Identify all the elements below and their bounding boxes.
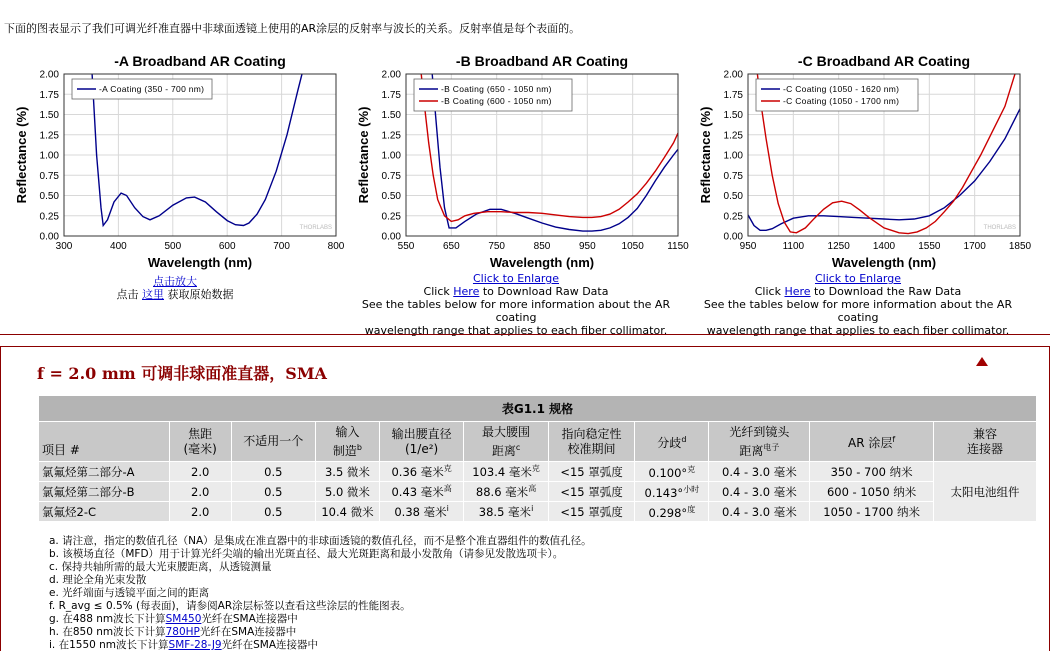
footnote-item: f. R_avg ≤ 0.5% (每表面)，请参阅AR涂层标签以查看这些涂层的性能图表。 bbox=[49, 600, 411, 612]
footnote-item: b. 该模场直径（MFD）用于计算光纤尖端的输出光斑直径、最大光斑距离和最小发散角（请参见发散选项卡）。 bbox=[49, 548, 564, 560]
x-tick-label: 750 bbox=[488, 241, 506, 252]
y-tick-label: 0.75 bbox=[381, 170, 401, 182]
table-header-cell: 项目 # bbox=[39, 422, 170, 462]
back-to-top-icon[interactable] bbox=[976, 357, 988, 366]
table-cell: 0.5 bbox=[231, 462, 315, 482]
legend-entry: -B Coating (600 - 1050 nm) bbox=[441, 96, 552, 106]
table-cell: 2.0 bbox=[169, 482, 231, 502]
table-cell: 600 - 1050 纳米 bbox=[810, 482, 934, 502]
enlarge-link-b[interactable]: Click to Enlarge bbox=[472, 272, 560, 285]
watermark: THORLABS bbox=[299, 225, 332, 231]
y-tick-label: 2.00 bbox=[381, 69, 401, 81]
download-link-b[interactable]: Here bbox=[453, 285, 480, 298]
table-cell: 氯氟烃2-C bbox=[39, 502, 170, 522]
enlarge-link-c[interactable]: Click to Enlarge bbox=[814, 272, 902, 285]
y-tick-label: 1.00 bbox=[39, 150, 59, 162]
x-axis-label: Wavelength (nm) bbox=[147, 255, 253, 270]
legend-entry: -C Coating (1050 - 1620 nm) bbox=[783, 84, 900, 94]
table-cell: 0.36 毫米$^克$ bbox=[379, 462, 463, 482]
download-prefix-c: Click bbox=[754, 285, 785, 298]
table-cell: <15 罩弧度 bbox=[548, 502, 635, 522]
y-tick-label: 1.25 bbox=[723, 130, 743, 142]
y-tick-label: 0.00 bbox=[723, 231, 743, 243]
legend-entry: -B Coating (650 - 1050 nm) bbox=[441, 84, 552, 94]
chart-c-svg[interactable] bbox=[694, 52, 1034, 274]
y-axis-label: Reflectance (%) bbox=[14, 106, 29, 204]
table-row bbox=[39, 462, 1037, 482]
footnote-item: e. 光纤端面与透镜平面之间的距离 bbox=[49, 587, 210, 599]
download-suffix-c: to Download the Raw Data bbox=[810, 285, 962, 298]
y-tick-label: 0.25 bbox=[39, 211, 59, 223]
footnote-item: a. 请注意，指定的数值孔径（NA）是集成在准直器中的非球面透镜的数值孔径，而不是整个准直器组件的数值孔径。 bbox=[49, 535, 592, 547]
chart-a[interactable] bbox=[10, 52, 350, 274]
table-cell: 1050 - 1700 纳米 bbox=[810, 502, 934, 522]
table-header-cell: 输入 制造$^b$ bbox=[316, 422, 380, 462]
chart-title: -A Broadband AR Coating bbox=[114, 53, 286, 69]
info-line1-b: See the tables below for more information about the AR coating bbox=[361, 298, 671, 324]
y-tick-label: 2.00 bbox=[723, 69, 743, 81]
download-suffix-a: 获取原始数据 bbox=[164, 288, 234, 301]
chart-title: -C Broadband AR Coating bbox=[797, 53, 971, 69]
legend-entry: -C Coating (1050 - 1700 nm) bbox=[783, 96, 900, 106]
x-axis-label: Wavelength (nm) bbox=[831, 255, 937, 270]
spec-table bbox=[38, 395, 1037, 522]
x-tick-label: 550 bbox=[397, 241, 415, 252]
download-link-a[interactable]: 这里 bbox=[142, 288, 164, 301]
table-cell: 0.4 - 3.0 毫米 bbox=[709, 482, 810, 502]
x-tick-label: 300 bbox=[55, 241, 73, 252]
x-tick-label: 650 bbox=[442, 241, 460, 252]
table-cell: 0.4 - 3.0 毫米 bbox=[709, 502, 810, 522]
table-cell: 2.0 bbox=[169, 462, 231, 482]
x-tick-label: 950 bbox=[578, 241, 596, 252]
table-cell: 0.4 - 3.0 毫米 bbox=[709, 462, 810, 482]
y-axis-label: Reflectance (%) bbox=[698, 106, 713, 204]
y-tick-label: 0.50 bbox=[39, 191, 59, 202]
footnote-link[interactable]: SM450 bbox=[165, 613, 202, 625]
table-cell: 0.143°$^{小时}$ bbox=[635, 482, 709, 502]
y-tick-label: 1.25 bbox=[39, 130, 59, 142]
download-prefix-a: 点击 bbox=[116, 288, 142, 301]
x-axis-label: Wavelength (nm) bbox=[489, 255, 595, 270]
table-caption: 表G1.1 规格 bbox=[39, 396, 1037, 422]
y-tick-label: 1.75 bbox=[723, 89, 743, 101]
table-header-cell: 分歧$^d$ bbox=[635, 422, 709, 462]
x-tick-label: 1400 bbox=[872, 241, 896, 252]
y-tick-label: 1.50 bbox=[723, 110, 743, 121]
table-body bbox=[39, 462, 1037, 522]
section-divider bbox=[0, 334, 1050, 335]
spec-section bbox=[0, 346, 1050, 651]
table-cell: 0.5 bbox=[231, 482, 315, 502]
chart-c[interactable] bbox=[694, 52, 1034, 274]
enlarge-link-a[interactable]: 点击放大 bbox=[153, 275, 197, 288]
y-tick-label: 0.25 bbox=[723, 211, 743, 223]
y-tick-label: 1.00 bbox=[723, 150, 743, 162]
table-cell: 0.298°$^度$ bbox=[635, 502, 709, 522]
x-tick-label: 1850 bbox=[1008, 241, 1032, 252]
table-cell: 0.43 毫米$^高$ bbox=[379, 482, 463, 502]
table-header-cell: 光纤到镜头 距离$^{电子}$ bbox=[709, 422, 810, 462]
section-title: f = 2.0 mm 可调非球面准直器，SMA bbox=[37, 364, 327, 383]
table-row bbox=[39, 482, 1037, 502]
x-tick-label: 850 bbox=[533, 241, 551, 252]
watermark: THORLABS bbox=[983, 225, 1016, 231]
x-tick-label: 1050 bbox=[621, 241, 644, 252]
y-tick-label: 1.25 bbox=[381, 130, 401, 142]
table-header-cell: 输出腰直径 (1/e²) bbox=[379, 422, 463, 462]
table-header-row bbox=[39, 422, 1037, 462]
download-prefix-b: Click bbox=[423, 285, 454, 298]
y-tick-label: 2.00 bbox=[39, 69, 59, 81]
x-tick-label: 600 bbox=[218, 241, 236, 252]
intro-text: 下面的图表显示了我们可调光纤准直器中非球面透镜上使用的AR涂层的反射率与波长的关系。反射率值是每个表面的。 bbox=[4, 22, 581, 35]
y-tick-label: 0.75 bbox=[723, 170, 743, 182]
table-header-cell: 焦距 (毫米) bbox=[169, 422, 231, 462]
info-line2-b: wavelength range that applies to each fiber collimator. bbox=[364, 324, 668, 337]
footnote-item: g. 在488 nm波长下计算SM450光纤在SMA连接器中 bbox=[49, 613, 298, 625]
table-cell: <15 罩弧度 bbox=[548, 482, 635, 502]
footnote-item: d. 理论全角光束发散 bbox=[49, 574, 147, 586]
y-tick-label: 1.00 bbox=[381, 150, 401, 162]
table-cell: 38.5 毫米$^i$ bbox=[464, 502, 548, 522]
chart-a-svg[interactable] bbox=[10, 52, 350, 274]
legend-entry: -A Coating (350 - 700 nm) bbox=[99, 84, 205, 94]
y-axis-label: Reflectance (%) bbox=[356, 106, 371, 204]
x-tick-label: 400 bbox=[110, 241, 127, 252]
download-link-c[interactable]: Here bbox=[784, 285, 811, 298]
footnote-item: c. 保持共轴所需的最大光束腰距离，从透镜测量 bbox=[49, 561, 272, 573]
info-line1-c: See the tables below for more information about the AR coating bbox=[703, 298, 1013, 324]
chart-b[interactable] bbox=[352, 52, 692, 274]
y-tick-label: 0.00 bbox=[39, 231, 59, 243]
table-header-cell: 最大腰围 距离$^c$ bbox=[464, 422, 548, 462]
table-header-cell: 指向稳定性 校准期间 bbox=[548, 422, 635, 462]
y-tick-label: 0.75 bbox=[39, 170, 59, 182]
caption-b bbox=[352, 272, 680, 337]
caption-a bbox=[90, 275, 260, 301]
table-cell: 0.38 毫米$^i$ bbox=[379, 502, 463, 522]
table-cell: 2.0 bbox=[169, 502, 231, 522]
x-tick-label: 1700 bbox=[963, 241, 986, 252]
x-tick-label: 950 bbox=[739, 241, 757, 252]
table-row bbox=[39, 502, 1037, 522]
table-cell: 103.4 毫米$^克$ bbox=[464, 462, 548, 482]
table-header-cell: 兼容 连接器 bbox=[933, 422, 1036, 462]
table-header-cell: AR 涂层$^f$ bbox=[810, 422, 934, 462]
y-tick-label: 0.25 bbox=[381, 211, 401, 223]
x-tick-label: 1250 bbox=[827, 241, 850, 252]
footnote-item: h. 在850 nm波长下计算780HP光纤在SMA连接器中 bbox=[49, 626, 297, 638]
table-cell: 0.100°$^克$ bbox=[635, 462, 709, 482]
y-tick-label: 1.75 bbox=[39, 89, 59, 101]
x-tick-label: 500 bbox=[164, 241, 182, 252]
x-tick-label: 800 bbox=[327, 241, 345, 252]
table-cell: 88.6 毫米$^高$ bbox=[464, 482, 548, 502]
footnote-item: i. 在1550 nm波长下计算SMF-28-J9光纤在SMA连接器中 bbox=[49, 639, 319, 651]
footnote-link[interactable]: SMF-28-J9 bbox=[168, 639, 222, 651]
table-cell: 10.4 微米 bbox=[316, 502, 380, 522]
table-cell: 太阳电池组件 bbox=[933, 462, 1036, 522]
chart-title: -B Broadband AR Coating bbox=[455, 53, 629, 69]
x-tick-label: 700 bbox=[273, 241, 290, 252]
table-cell: <15 罩弧度 bbox=[548, 462, 635, 482]
table-cell: 氯氟烃第二部分-B bbox=[39, 482, 170, 502]
footnotes bbox=[49, 535, 592, 651]
table-cell: 0.5 bbox=[231, 502, 315, 522]
y-tick-label: 0.00 bbox=[381, 231, 401, 243]
y-tick-label: 0.50 bbox=[381, 191, 401, 202]
table-cell: 350 - 700 纳米 bbox=[810, 462, 934, 482]
download-suffix-b: to Download Raw Data bbox=[479, 285, 609, 298]
x-tick-label: 1550 bbox=[918, 241, 941, 252]
table-cell: 氯氟烃第二部分-A bbox=[39, 462, 170, 482]
table-header-cell: 不适用一个 bbox=[231, 422, 315, 462]
x-tick-label: 1150 bbox=[667, 241, 689, 252]
table-cell: 3.5 微米 bbox=[316, 462, 380, 482]
y-tick-label: 1.75 bbox=[381, 89, 401, 101]
chart-b-svg[interactable] bbox=[352, 52, 692, 274]
footnote-link[interactable]: 780HP bbox=[165, 626, 200, 638]
y-tick-label: 1.50 bbox=[381, 110, 401, 121]
info-line2-c: wavelength range that applies to each fiber collimator. bbox=[706, 324, 1010, 337]
y-tick-label: 0.50 bbox=[723, 191, 743, 202]
x-tick-label: 1100 bbox=[782, 241, 805, 252]
table-cell: 5.0 微米 bbox=[316, 482, 380, 502]
y-tick-label: 1.50 bbox=[39, 110, 59, 121]
caption-c bbox=[694, 272, 1022, 337]
